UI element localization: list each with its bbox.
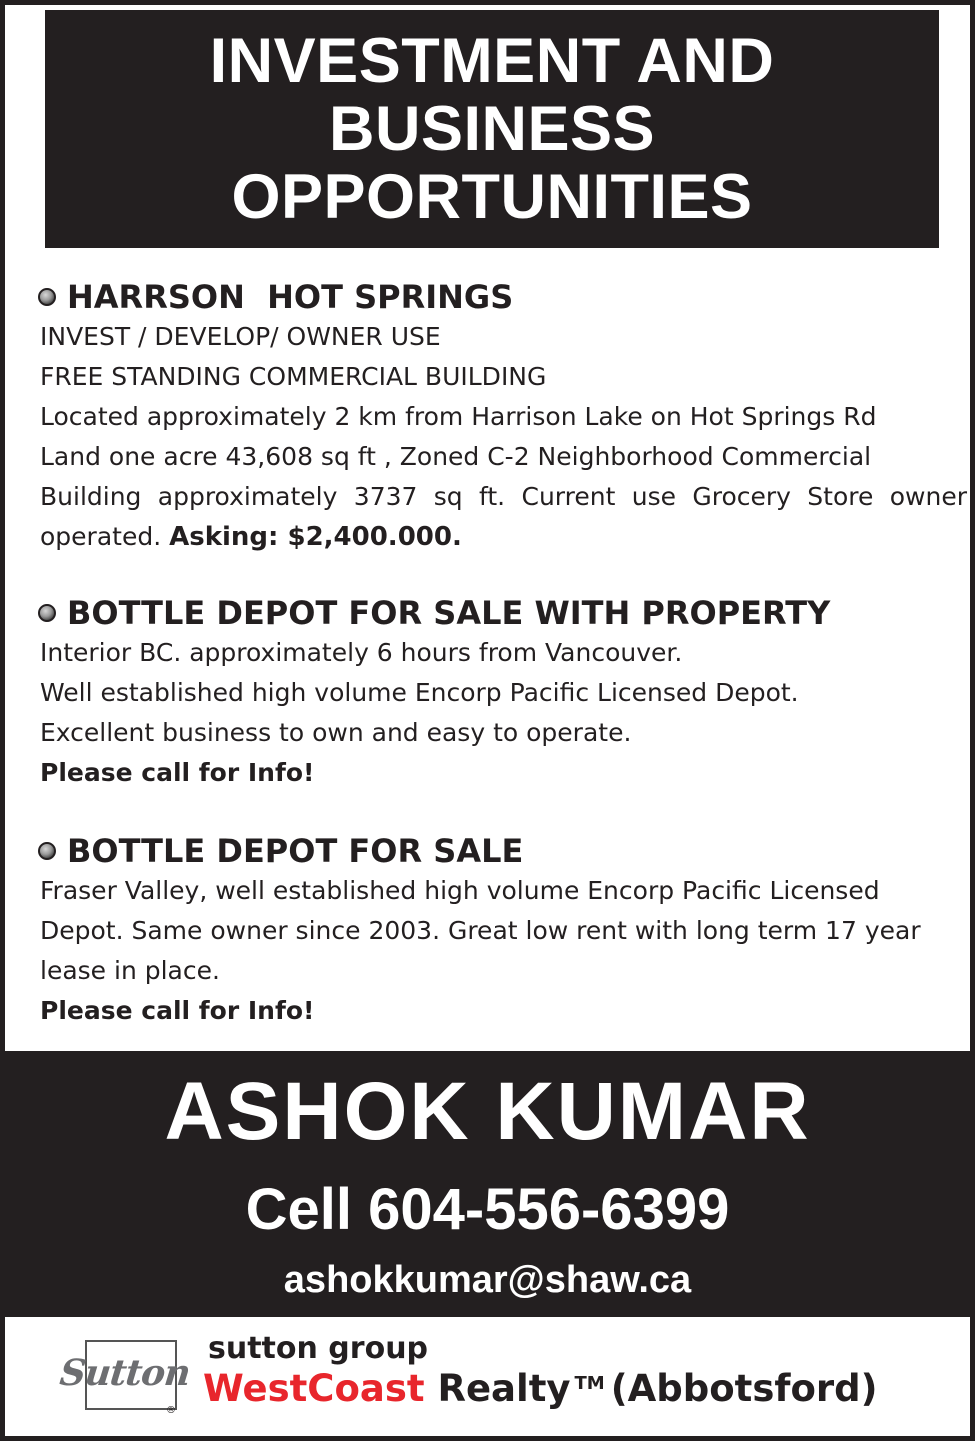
listing-line: Depot. Same owner since 2003. Great low rent with long term 17 year [40,916,921,945]
bullet-icon [38,842,56,860]
listings-panel [5,5,970,1051]
listing-title [38,277,970,317]
asking-price: Asking: $2,400.000. [169,522,462,552]
call-for-info: Please call for Info! [40,758,315,787]
listing-line: INVEST / DEVELOP/ OWNER USE [40,322,441,351]
bullet-icon [38,604,56,622]
brand-sutton-group: sutton group [208,1331,429,1366]
listing-title-text: BOTTLE DEPOT FOR SALE [67,832,524,870]
listing-line: Building approximately 3737 sq ft. Current use Grocery Store owner [40,482,967,511]
listing-line-prefix: operated. [40,522,162,551]
listing-title-text: HARRSON HOT SPRINGS [67,278,514,316]
brand-office: (Abbotsford) [610,1367,878,1410]
listing-line: Fraser Valley, well established high volume Encorp Pacific Licensed [40,876,880,905]
listing-title [38,831,970,871]
header-banner [45,10,939,248]
brokerage-footer [5,1317,970,1436]
header-line-2: BUSINESS [328,94,656,164]
listing-line: Well established high volume Encorp Pacific Licensed Depot. [40,678,799,707]
sutton-logo: Sutton [57,1352,192,1394]
listing-line: FREE STANDING COMMERCIAL BUILDING [40,362,547,391]
brand-realty: Realty [437,1367,571,1410]
call-for-info: Please call for Info! [40,996,315,1025]
header-line-1: INVESTMENT AND [209,26,775,96]
listing-line: Land one acre 43,608 sq ft , Zoned C-2 Neighborhood Commercial [40,442,872,471]
listing-line: Interior BC. approximately 6 hours from Vancouver. [40,638,683,667]
listing-bottle-depot [40,831,970,1031]
listing-line: lease in place. [40,956,220,985]
brand-westcoast: WestCoast [203,1367,425,1410]
listing-title-text: BOTTLE DEPOT FOR SALE WITH PROPERTY [67,594,831,632]
header-line-3: OPPORTUNITIES [231,162,753,232]
listing-line: Excellent business to own and easy to operate. [40,718,632,747]
brand-office-name [203,1367,878,1410]
bullet-icon [38,288,56,306]
agent-name: ASHOK KUMAR [164,1066,811,1157]
listing-harrison-hot-springs [40,277,970,557]
agent-email: ashokkumar@shaw.ca [283,1259,692,1301]
listing-line: Located approximately 2 km from Harrison Lake on Hot Springs Rd [40,402,877,431]
registered-mark: ® [166,1405,176,1416]
listing-title [38,593,970,633]
listing-bottle-depot-with-property [40,593,970,793]
agent-cell-phone: Cell 604-556-6399 [245,1177,730,1242]
listing-line-asking [40,517,970,557]
trademark-mark: TM [574,1373,605,1394]
